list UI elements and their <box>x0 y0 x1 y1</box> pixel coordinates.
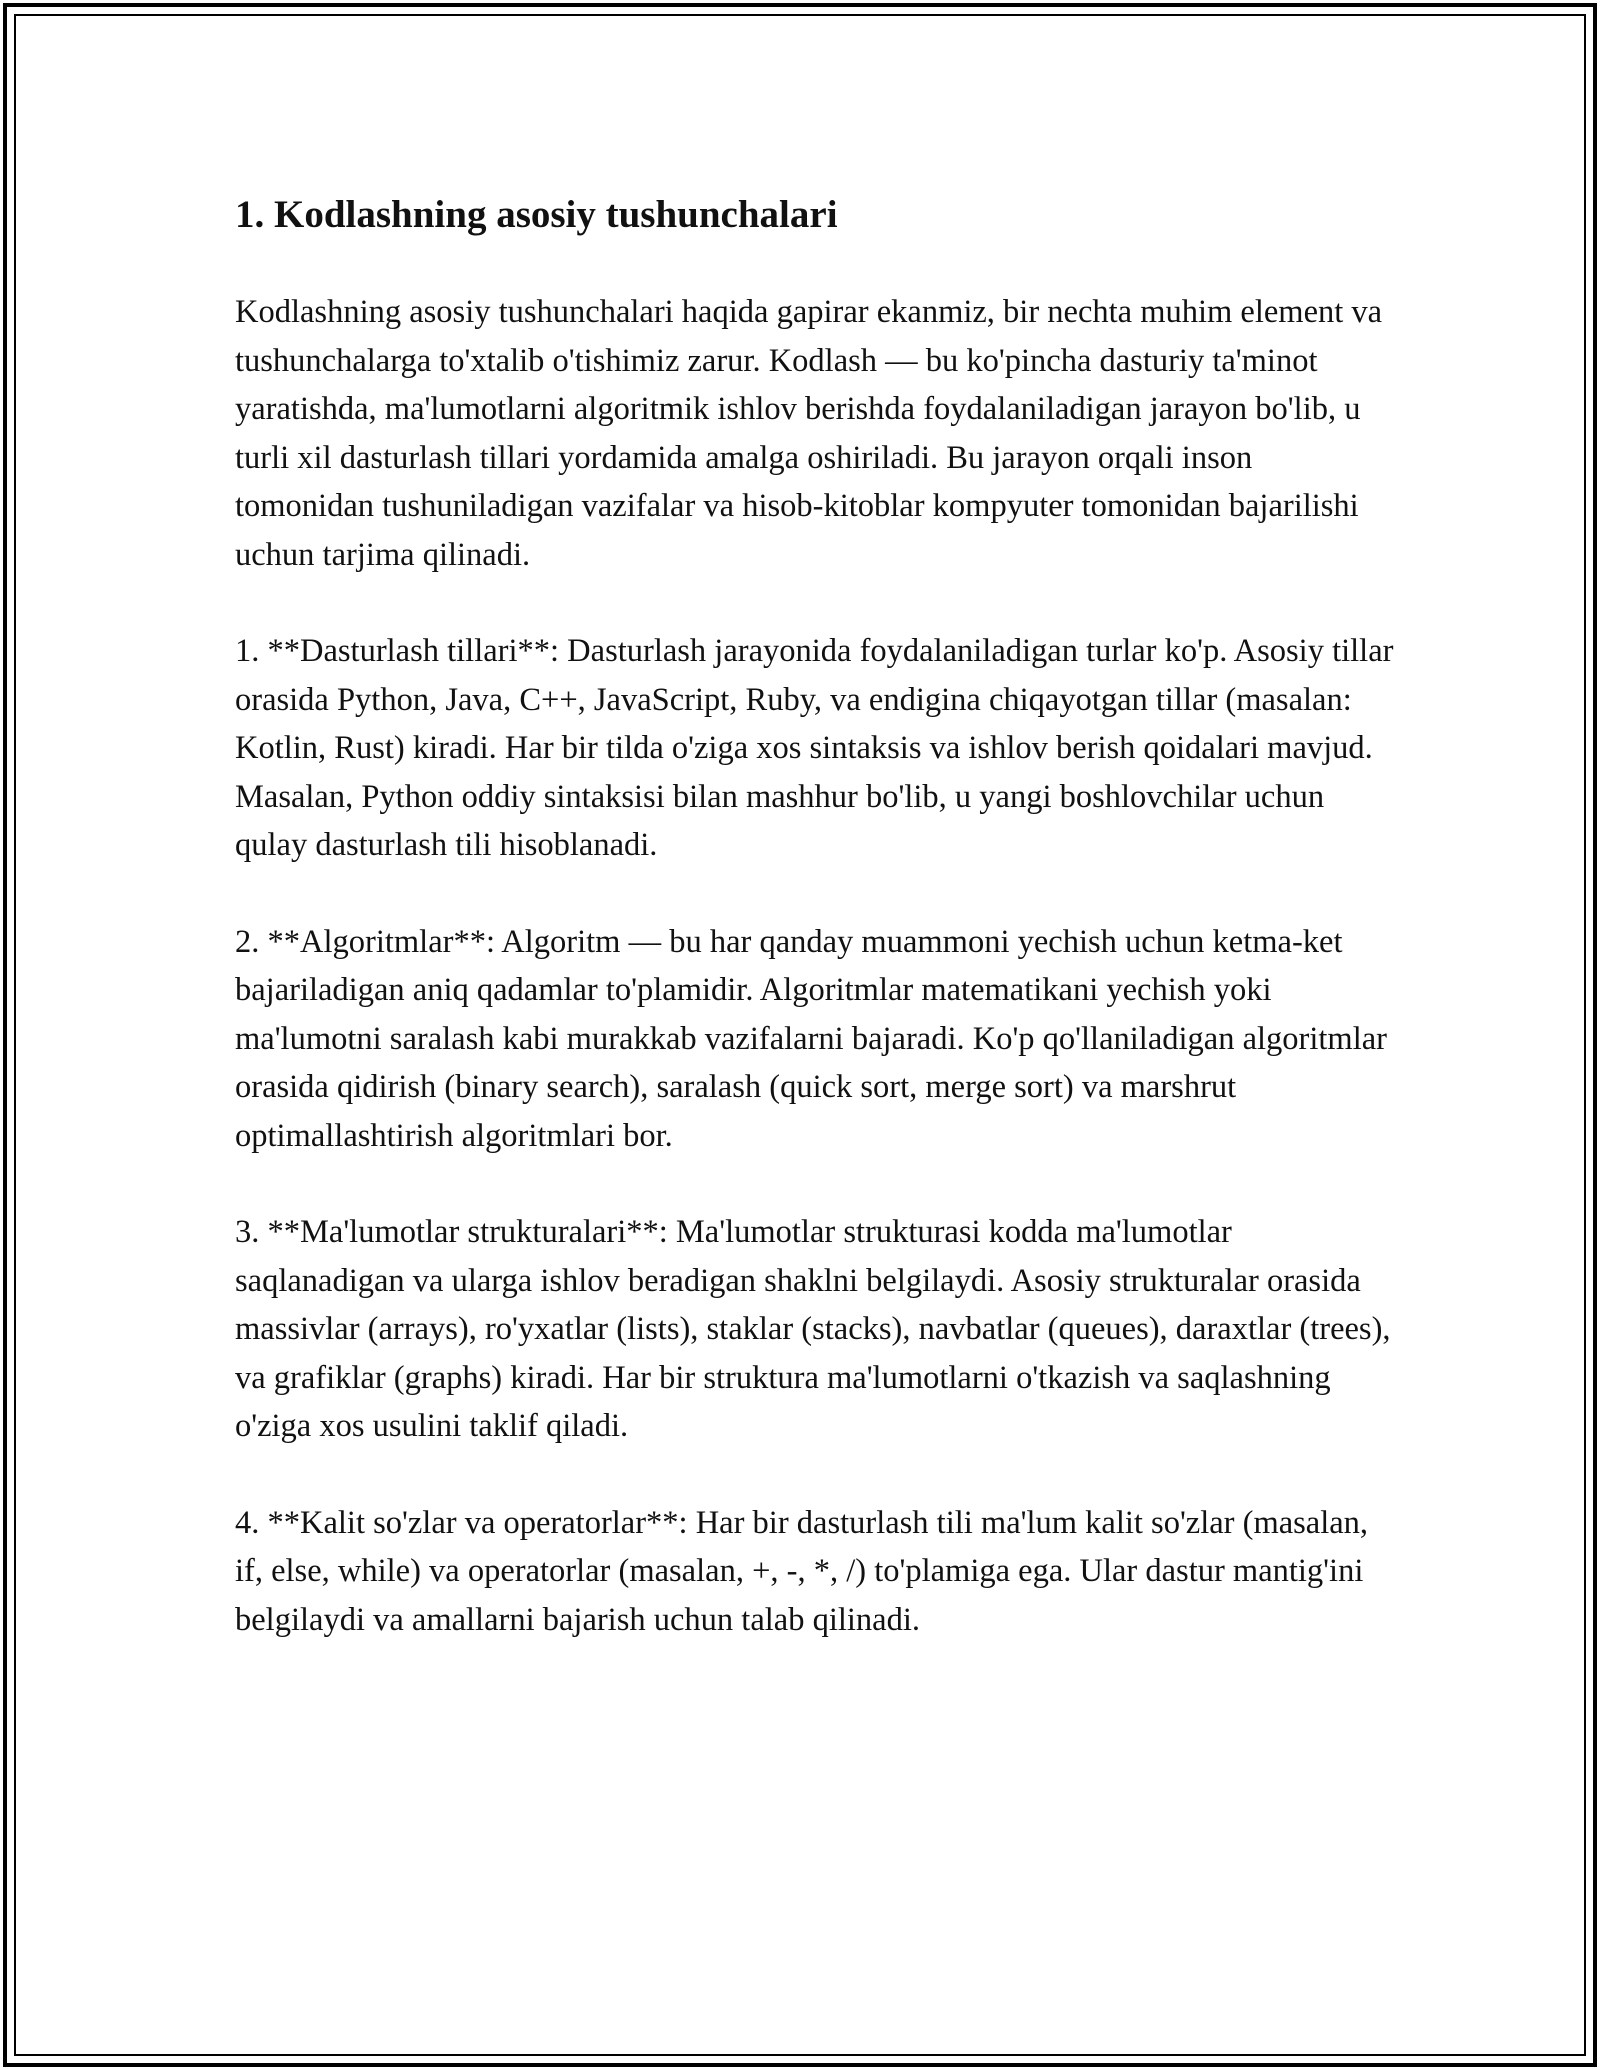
data-structures-paragraph: 3. **Ma'lumotlar strukturalari**: Ma'lumotlar strukturasi kodda ma'lumotlar saqlanadigan va ularga ishlov beradigan shaklni belgilaydi. Asosiy strukturalar orasida massivlar (arrays), ro'yxatlar (lists), staklar (stacks), navbatlar (queues), daraxtlar (trees), va grafiklar (graphs) kiradi. Har bir struktura ma'lumotlarni o'tkazish va saqlashning o'ziga xos usulini taklif qiladi. <box>235 1214 1391 1444</box>
section-title: 1. Kodlashning asosiy tushunchalari <box>235 193 838 236</box>
programming-languages-paragraph: 1. **Dasturlash tillari**: Dasturlash jarayonida foydalaniladigan turlar ko'p. Asosiy tillar orasida Python, Java, C++, JavaScript, Ruby, va endigina chiqayotgan tillar (masalan: Kotlin, Rust) kiradi. Har bir tilda o'ziga xos sintaksis va ishlov berish qoidalari mavjud. Masalan, Python oddiy sintaksisi bilan mashhur bo'lib, u yangi boshlovchilar uchun qulay dasturlash tili hisoblanadi. <box>235 633 1394 863</box>
algorithms-paragraph: 2. **Algoritmlar**: Algoritm — bu har qanday muammoni yechish uchun ketma-ket bajariladigan aniq qadamlar to'plamidir. Algoritmlar matematikani yechish yoki ma'lumotni saralash kabi murakkab vazifalarni bajaradi. Ko'p qo'llaniladigan algoritmlar orasida qidirish (binary search), saralash (quick sort, merge sort) va marshrut optimallashtirish algoritmlari bor. <box>235 923 1387 1154</box>
keywords-operators-paragraph: 4. **Kalit so'zlar va operatorlar**: Har bir dasturlash tili ma'lum kalit so'zlar (masalan, if, else, while) va operatorlar (masalan, +, -, *, /) to'plamiga ega. Ular dastur mantig'ini belgilaydi va amallarni bajarish uchun talab qilinadi. <box>235 1504 1369 1638</box>
intro-paragraph: Kodlashning asosiy tushunchalari haqida gapirar ekanmiz, bir nechta muhim element va tushunchalarga to'xtalib o'tishimiz zarur. Kodlash — bu ko'pincha dasturiy ta'minot yaratishda, ma'lumotlarni algoritmik ishlov berishda foydalaniladigan jarayon bo'lib, u turli xil dasturlash tillari yordamida amalga oshiriladi. Bu jarayon orqali inson tomonidan tushuniladigan vazifalar va hisob-kitoblar kompyuter tomonidan bajarilishi uchun tarjima qilinadi. <box>235 294 1383 573</box>
document-body <box>235 180 1395 1692</box>
